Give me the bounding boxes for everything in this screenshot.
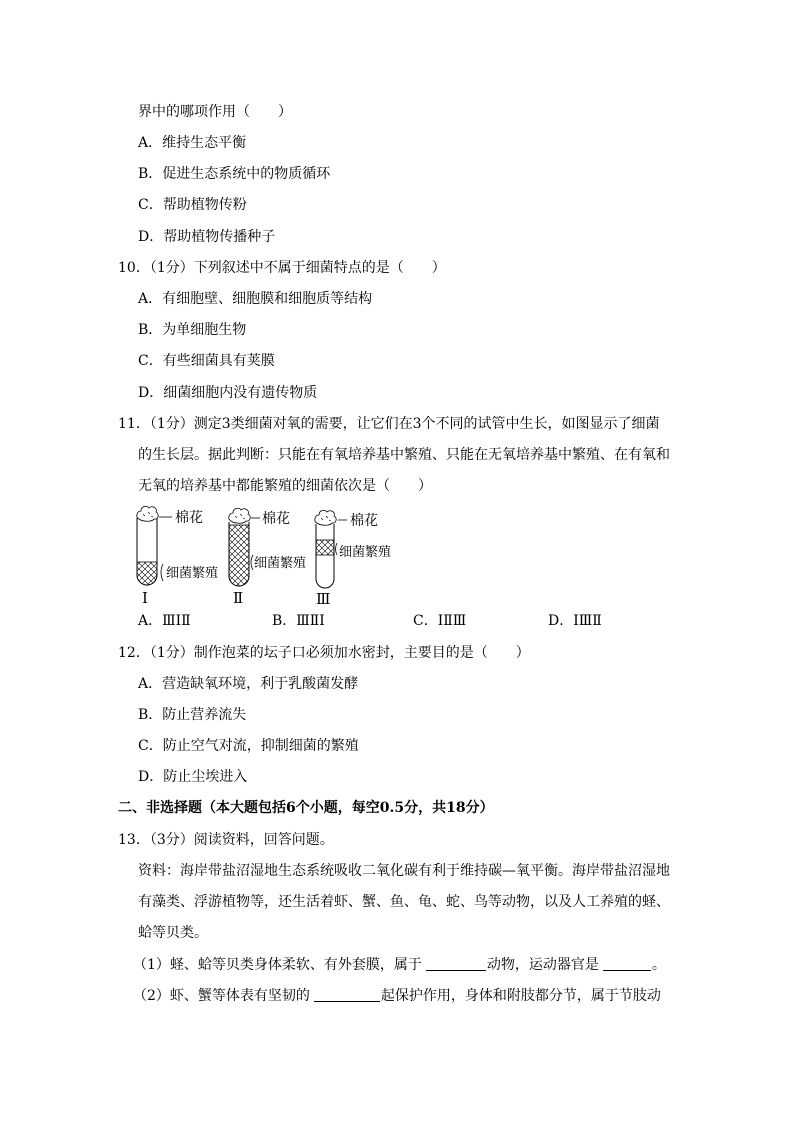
q9-option-d: D．帮助植物传播种子 bbox=[138, 229, 276, 245]
q12-option-b: B．防止营养流失 bbox=[138, 707, 247, 723]
tube-2-growth-zone bbox=[229, 525, 249, 586]
tube-1-plug-label: 棉花 bbox=[175, 510, 203, 526]
q13-material-line-3: 蛤等贝类。 bbox=[138, 925, 208, 941]
tube-3-plug-label: 棉花 bbox=[350, 513, 378, 529]
tube-3-numeral: Ⅲ bbox=[316, 590, 331, 608]
answer-blank bbox=[314, 987, 380, 1002]
q11-option-d: D．ⅠⅢⅡ bbox=[548, 613, 602, 629]
tube-3-growth-zone bbox=[316, 540, 334, 555]
q13-sub-question-1 bbox=[133, 955, 666, 975]
q9-stem-tail: 界中的哪项作用（ ） bbox=[138, 104, 292, 120]
tube-3-growth-bracket bbox=[336, 543, 338, 555]
q11-option-c: C．ⅠⅡⅢ bbox=[413, 613, 467, 629]
q10-option-c: C．有些细菌具有荚膜 bbox=[138, 353, 275, 369]
tube-3-cotton-plug bbox=[315, 510, 336, 525]
q12-option-d: D．防止尘埃进入 bbox=[138, 769, 248, 785]
tube-2-plug-label: 棉花 bbox=[262, 511, 290, 527]
tube-2-growth-bracket bbox=[251, 555, 253, 570]
q11-option-b: B．ⅢⅡⅠ bbox=[272, 613, 325, 629]
tube-3-outline bbox=[316, 524, 334, 588]
answer-blank bbox=[603, 956, 651, 971]
q13-sub1-text-after: 。 bbox=[651, 957, 666, 973]
tube-1-numeral: Ⅰ bbox=[142, 589, 148, 607]
tube-2-cotton-plug bbox=[229, 508, 250, 523]
q11-stem-line-2: 的生长层。据此判断：只能在有氧培养基中繁殖、只能在无氧培养基中繁殖、在有氧和 bbox=[138, 447, 670, 463]
q13-sub2-text-after: 起保护作用，身体和附肢都分节，属于节肢动 bbox=[380, 988, 661, 1004]
q13-material-line-1: 资料：海岸带盐沼湿地生态系统吸收二氧化碳有利于维持碳—氧平衡。海岸带盐沼湿地 bbox=[138, 863, 670, 879]
q13-material-line-2: 有藻类、浮游植物等，还生活着虾、蟹、鱼、龟、蛇、鸟等动物，以及人工养殖的蛏、 bbox=[138, 894, 670, 910]
q10-option-a: A．有细胞壁、细胞膜和细胞质等结构 bbox=[138, 291, 373, 307]
test-tube-figure bbox=[130, 500, 410, 608]
test-tube-2 bbox=[229, 508, 306, 607]
tube-1-cotton-plug bbox=[137, 506, 158, 521]
q9-option-c: C．帮助植物传粉 bbox=[138, 197, 247, 213]
q11-stem-line-3: 无氧的培养基中都能繁殖的细菌依次是（ ） bbox=[138, 478, 432, 494]
q12-option-a: A．营造缺氧环境，利于乳酸菌发酵 bbox=[138, 676, 359, 692]
q13-sub2-text-before: （2）虾、蟹等体表有坚韧的 bbox=[133, 988, 310, 1004]
q11-stem-line-1: 11．（1分）测定3类细菌对氧的需要，让它们在3个不同的试管中生长，如图显示了细菌 bbox=[118, 416, 660, 432]
q10-stem: 10．（1分）下列叙述中不属于细菌特点的是（ ） bbox=[118, 260, 446, 276]
test-tube-1 bbox=[137, 506, 218, 607]
section-heading: 二、非选择题（本大题包括6个小题，每空0.5分，共18分） bbox=[118, 800, 494, 816]
q9-option-a: A．维持生态平衡 bbox=[138, 135, 247, 151]
q9-option-b: B．促进生态系统中的物质循环 bbox=[138, 166, 331, 182]
q11-option-a: A．ⅢⅠⅡ bbox=[138, 613, 191, 629]
q13-sub-question-2 bbox=[133, 986, 661, 1006]
tube-2-numeral: Ⅱ bbox=[233, 589, 244, 607]
q10-option-d: D．细菌细胞内没有遗传物质 bbox=[138, 385, 318, 401]
tube-1-growth-bracket bbox=[161, 564, 163, 581]
q10-option-b: B．为单细胞生物 bbox=[138, 322, 247, 338]
q13-sub1-text-middle: 动物，运动器官是 bbox=[486, 957, 599, 973]
tube-1-growth-label: 细菌繁殖 bbox=[166, 566, 219, 581]
tube-3-growth-label: 细菌繁殖 bbox=[339, 545, 392, 560]
q13-stem: 13．（3分）阅读资料，回答问题。 bbox=[118, 832, 334, 848]
q13-sub1-text-before: （1）蛏、蛤等贝类身体柔软、有外套膜，属于 bbox=[133, 957, 422, 973]
q12-stem: 12．（1分）制作泡菜的坛子口必须加水密封，主要目的是（ ） bbox=[118, 645, 530, 661]
q12-option-c: C．防止空气对流，抑制细菌的繁殖 bbox=[138, 738, 359, 754]
tube-2-growth-label: 细菌繁殖 bbox=[254, 556, 307, 571]
test-tube-3 bbox=[315, 510, 391, 608]
answer-blank bbox=[426, 956, 486, 971]
